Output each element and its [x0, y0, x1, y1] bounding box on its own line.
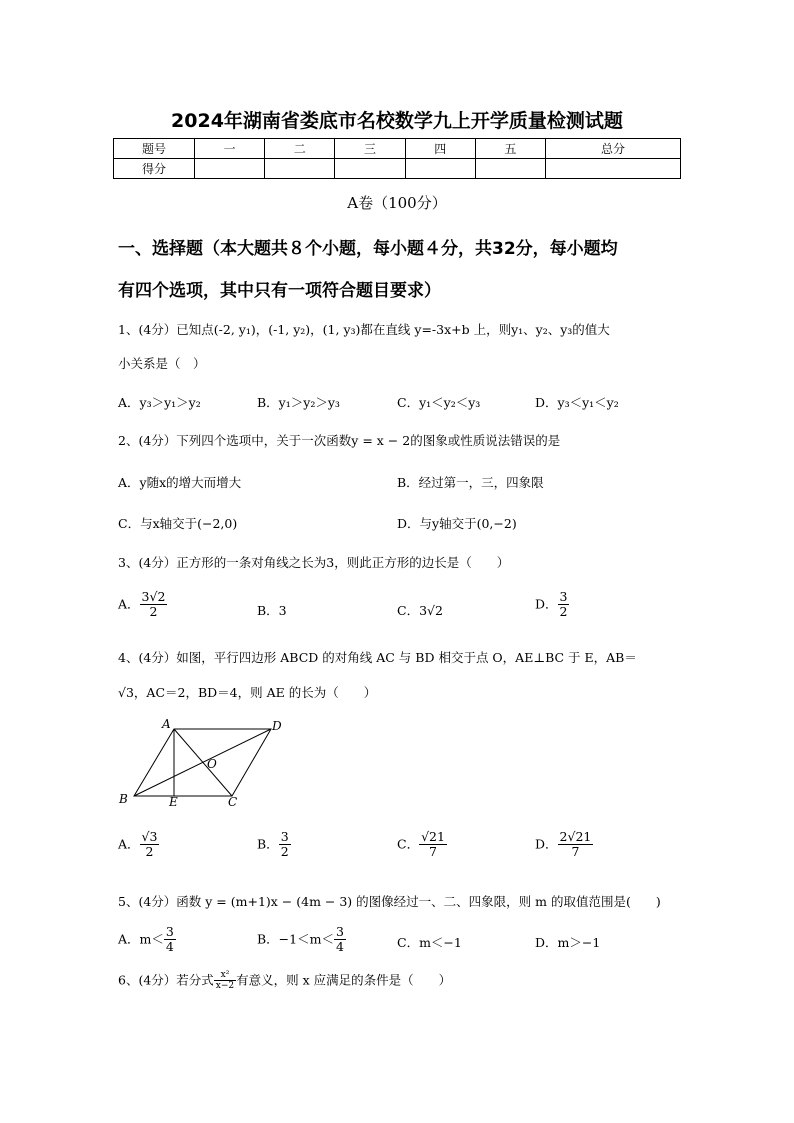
q2-option-d[interactable]: D．与y轴交于(0,−2) [397, 516, 517, 531]
score-cell: 得分 [114, 159, 195, 179]
question-5-text: 5、(4分）函数 y = (m+1)x − (4m − 3) 的图像经过一、二、四象限，则 m 的取值范围是( ) [118, 894, 661, 909]
label-d: D [272, 719, 282, 733]
denominator: 2 [559, 604, 568, 620]
question-6-prefix: 6、(4分）若分式 [118, 972, 214, 988]
fraction [334, 925, 346, 955]
label-a: A [162, 717, 171, 731]
q3-option-d[interactable] [535, 590, 569, 620]
q5-option-b[interactable] [257, 925, 346, 955]
numerator: 3√2 [141, 589, 166, 604]
fraction [558, 590, 570, 620]
denominator: 2 [149, 604, 158, 620]
q3-option-c[interactable]: C．3√2 [397, 603, 443, 618]
question-6-text [118, 970, 451, 992]
fraction [140, 830, 160, 860]
score-input-cell[interactable] [405, 159, 475, 179]
score-cell: 总分 [546, 139, 681, 159]
q3-option-a[interactable] [118, 590, 167, 620]
question-1-text-cont: 小关系是（ ） [118, 356, 206, 371]
question-1-text: 1、(4分）已知点(-2, y₁)，(-1, y₂)，(1, y₃)都在直线 y=-3x+b 上，则y₁、y₂、y₃的值大 [118, 322, 610, 337]
score-table [113, 138, 681, 179]
q1-option-d[interactable]: D．y₃＜y₁＜y₂ [535, 395, 619, 410]
question-6-suffix: 有意义，则 x 应满足的条件是（ ） [236, 972, 452, 988]
q2-option-b[interactable]: B．经过第一，三，四象限 [397, 475, 544, 490]
denominator: 2 [280, 844, 289, 860]
q5-option-a[interactable] [118, 925, 176, 955]
denominator: 7 [571, 844, 580, 860]
label-e: E [169, 795, 178, 809]
numerator: √3 [141, 829, 158, 844]
q4-option-b[interactable] [257, 830, 291, 860]
q4-option-d[interactable] [535, 830, 593, 860]
q1-option-b[interactable]: B．y₁＞y₂＞y₃ [257, 395, 340, 410]
page-title: 2024年湖南省娄底市名校数学九上开学质量检测试题 [171, 110, 623, 132]
question-2-text: 2、(4分）下列四个选项中，关于一次函数y = x − 2的图象或性质说法错误的是 [118, 433, 561, 448]
fraction [558, 830, 594, 860]
fraction [214, 970, 236, 992]
q1-option-c[interactable]: C．y₁＜y₂＜y₃ [397, 395, 481, 410]
label-c: C [228, 795, 238, 809]
option-label: A． [118, 836, 140, 852]
denominator: 2 [145, 844, 154, 860]
score-cell: 二 [265, 139, 335, 159]
q5-option-d[interactable]: D．m＞−1 [535, 935, 601, 950]
question-4-text: 4、(4分）如图，平行四边形 ABCD 的对角线 AC 与 BD 相交于点 O，AE⊥BC 于 E，AB＝ [118, 650, 637, 665]
numerator: 3 [165, 924, 174, 939]
score-table-score-row [114, 159, 681, 179]
denominator: 4 [335, 939, 344, 955]
question-3-text: 3、(4分）正方形的一条对角线之长为3，则此正方形的边长是（ ） [118, 555, 510, 570]
q2-option-c[interactable]: C．与x轴交于(−2,0) [118, 516, 238, 531]
fraction [164, 925, 176, 955]
score-cell: 题号 [114, 139, 195, 159]
option-label: A． [118, 596, 140, 612]
q2-option-a[interactable]: A．y随x的增大而增大 [118, 475, 242, 490]
score-cell: 一 [195, 139, 265, 159]
option-label: A．m＜ [118, 931, 164, 947]
numerator: x² [214, 970, 236, 981]
section-heading: 一、选择题（本大题共８个小题，每小题４分，共32分，每小题均 [118, 239, 618, 259]
option-label: B．−1＜m＜ [257, 931, 334, 947]
q4-option-c[interactable] [397, 830, 447, 860]
q1-option-a[interactable]: A．y₃＞y₁＞y₂ [118, 395, 201, 410]
label-b: B [119, 792, 128, 806]
numerator: 3 [335, 924, 344, 939]
section-heading-cont: 有四个选项，其中只有一项符合题目要求） [118, 281, 441, 301]
option-label: B． [257, 836, 279, 852]
score-input-cell[interactable] [546, 159, 681, 179]
numerator: 3 [280, 829, 289, 844]
denominator: 4 [165, 939, 174, 955]
score-input-cell[interactable] [335, 159, 405, 179]
denominator: x−2 [215, 981, 235, 992]
score-table-header-row [114, 139, 681, 159]
parallelogram-figure [112, 716, 292, 811]
fraction [140, 590, 168, 620]
score-input-cell[interactable] [265, 159, 335, 179]
q5-option-c[interactable]: C．m＜−1 [397, 935, 462, 950]
numerator: √21 [421, 829, 445, 844]
numerator: 2√21 [559, 829, 592, 844]
denominator: 7 [429, 844, 437, 860]
fraction [279, 830, 291, 860]
score-input-cell[interactable] [475, 159, 545, 179]
option-label: C． [397, 836, 420, 852]
q4-option-a[interactable] [118, 830, 159, 860]
score-input-cell[interactable] [195, 159, 265, 179]
paper-subtitle: A卷（100分） [347, 194, 447, 212]
option-label: D． [535, 596, 558, 612]
score-cell: 三 [335, 139, 405, 159]
option-label: D． [535, 836, 558, 852]
numerator: 3 [559, 589, 568, 604]
score-cell: 五 [475, 139, 545, 159]
score-cell: 四 [405, 139, 475, 159]
q3-option-b[interactable]: B．3 [257, 603, 287, 618]
question-4-text-cont: √3，AC＝2，BD＝4，则 AE 的长为（ ） [118, 685, 377, 700]
label-o: O [207, 757, 217, 771]
fraction [419, 830, 447, 860]
